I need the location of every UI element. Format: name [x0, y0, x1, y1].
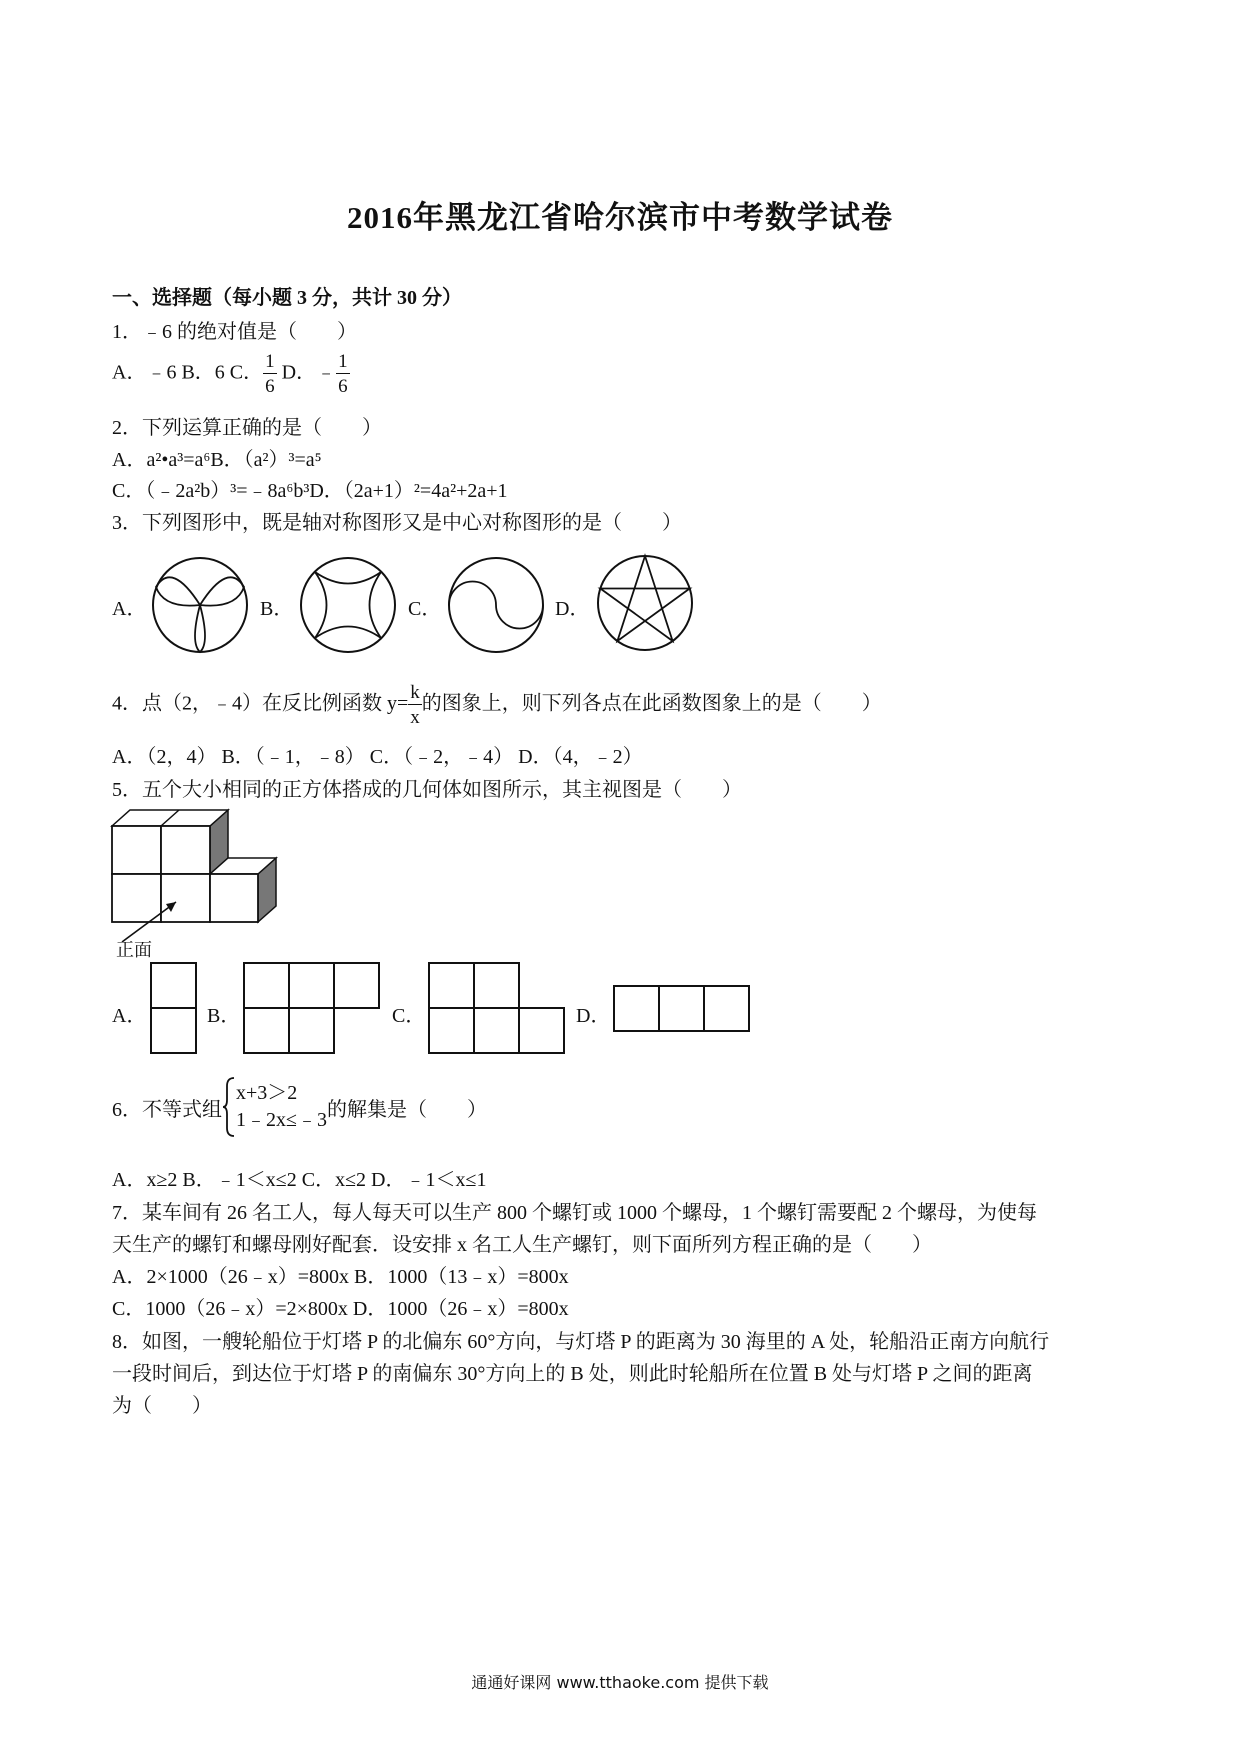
q3-figure-b — [298, 555, 398, 655]
q2-options-cd: C．（﹣2a²b）³=﹣8a⁶b³D．（2a+1）²=4a²+2a+1 — [112, 480, 508, 502]
q5-label-c: C． — [392, 1005, 426, 1027]
fraction-numerator: 1 — [338, 351, 348, 372]
q4-options: A．（2，4） B．（﹣1，﹣8） C．（﹣2，﹣4） D．（4，﹣2） — [112, 746, 643, 768]
q5-figure-label: 正面 — [116, 940, 152, 961]
q3-figure-c — [446, 555, 546, 655]
q1-options-ab: A．﹣6 B．6 C． — [112, 361, 264, 384]
section-heading: 一、选择题（每小题 3 分，共计 30 分） — [112, 287, 462, 309]
q3-label-b: B． — [260, 598, 294, 620]
q4-stem-prefix: 4．点（2，﹣4）在反比例函数 y= — [112, 692, 409, 715]
q3-stem: 3．下列图形中，既是轴对称图形又是中心对称图形的是（ ） — [112, 512, 682, 534]
fraction-denominator: 6 — [338, 376, 348, 397]
q4-stem-suffix: 的图象上，则下列各点在此函数图象上的是（ ） — [421, 692, 882, 715]
q6-options: A．x≥2 B．﹣1＜x≤2 C．x≤2 D．﹣1＜x≤1 — [112, 1169, 487, 1191]
q6-stem — [112, 1072, 487, 1142]
q4-stem — [112, 683, 882, 727]
q7-options-cd: C．1000（26﹣x）=2×800x D．1000（26﹣x）=800x — [112, 1298, 569, 1320]
q4-fraction — [408, 683, 422, 727]
q8-line-1: 8．如图，一艘轮船位于灯塔 P 的北偏东 60°方向，与灯塔 P 的距离为 30 海里的 A 处，轮船沿正南方向航行 — [112, 1331, 1050, 1353]
brace-icon — [222, 1076, 236, 1138]
q5-label-b: B． — [207, 1005, 241, 1027]
q6-system — [236, 1080, 327, 1134]
q8-line-2: 一段时间后，到达位于灯塔 P 的南偏东 30°方向上的 B 处，则此时轮船所在位置 B 处与灯塔 P 之间的距离 — [112, 1363, 1033, 1385]
q6-inequality-2: 1﹣2x≤﹣3 — [236, 1109, 327, 1131]
q2-options-ab: A．a²•a³=a⁶B．（a²）³=a⁵ — [112, 449, 322, 471]
q6-inequality-1: x+3＞2 — [236, 1082, 298, 1104]
page-title: 2016年黑龙江省哈尔滨市中考数学试卷 — [347, 200, 893, 235]
q7-line-1: 7．某车间有 26 名工人，每人每天可以生产 800 个螺钉或 1000 个螺母，1 个螺钉需要配 2 个螺母，为使每 — [112, 1202, 1037, 1224]
q7-line-2: 天生产的螺钉和螺母刚好配套．设安排 x 名工人生产螺钉，则下面所列方程正确的是（ ） — [112, 1234, 932, 1256]
fraction-numerator: k — [410, 682, 420, 703]
fraction-denominator: 6 — [265, 376, 275, 397]
q1-stem: 1．﹣6 的绝对值是（ ） — [112, 321, 357, 343]
q5-option-b-figure — [243, 962, 383, 1058]
q2-stem: 2．下列运算正确的是（ ） — [112, 417, 382, 439]
q7-options-ab: A．2×1000（26﹣x）=800x B．1000（13﹣x）=800x — [112, 1266, 569, 1288]
q1-options — [112, 352, 350, 396]
q3-label-d: D． — [555, 598, 590, 620]
page-footer: 通通好课网 www.tthaoke.com 提供下载 — [471, 1673, 769, 1692]
q5-stem: 5．五个大小相同的正方体搭成的几何体如图所示，其主视图是（ ） — [112, 779, 742, 801]
q8-line-3: 为（ ） — [112, 1395, 212, 1417]
fraction-denominator: x — [410, 707, 420, 728]
q1-option-d: D．﹣ — [276, 361, 337, 384]
q5-label-d: D． — [576, 1005, 611, 1027]
q5-option-d-figure — [613, 985, 753, 1035]
q5-label-a: A． — [112, 1005, 147, 1027]
q3-label-a: A． — [112, 598, 147, 620]
fraction-numerator: 1 — [265, 351, 275, 372]
q3-label-c: C． — [408, 598, 442, 620]
q1-fraction-d — [336, 352, 350, 396]
q1-fraction-c — [263, 352, 277, 396]
q5-option-c-figure — [428, 962, 568, 1058]
q3-figure-d — [595, 553, 695, 653]
q3-figure-a — [150, 555, 250, 655]
q6-stem-prefix: 6．不等式组 — [112, 1098, 222, 1121]
q6-stem-suffix: 的解集是（ ） — [326, 1098, 487, 1121]
q5-option-a-figure — [150, 962, 198, 1058]
